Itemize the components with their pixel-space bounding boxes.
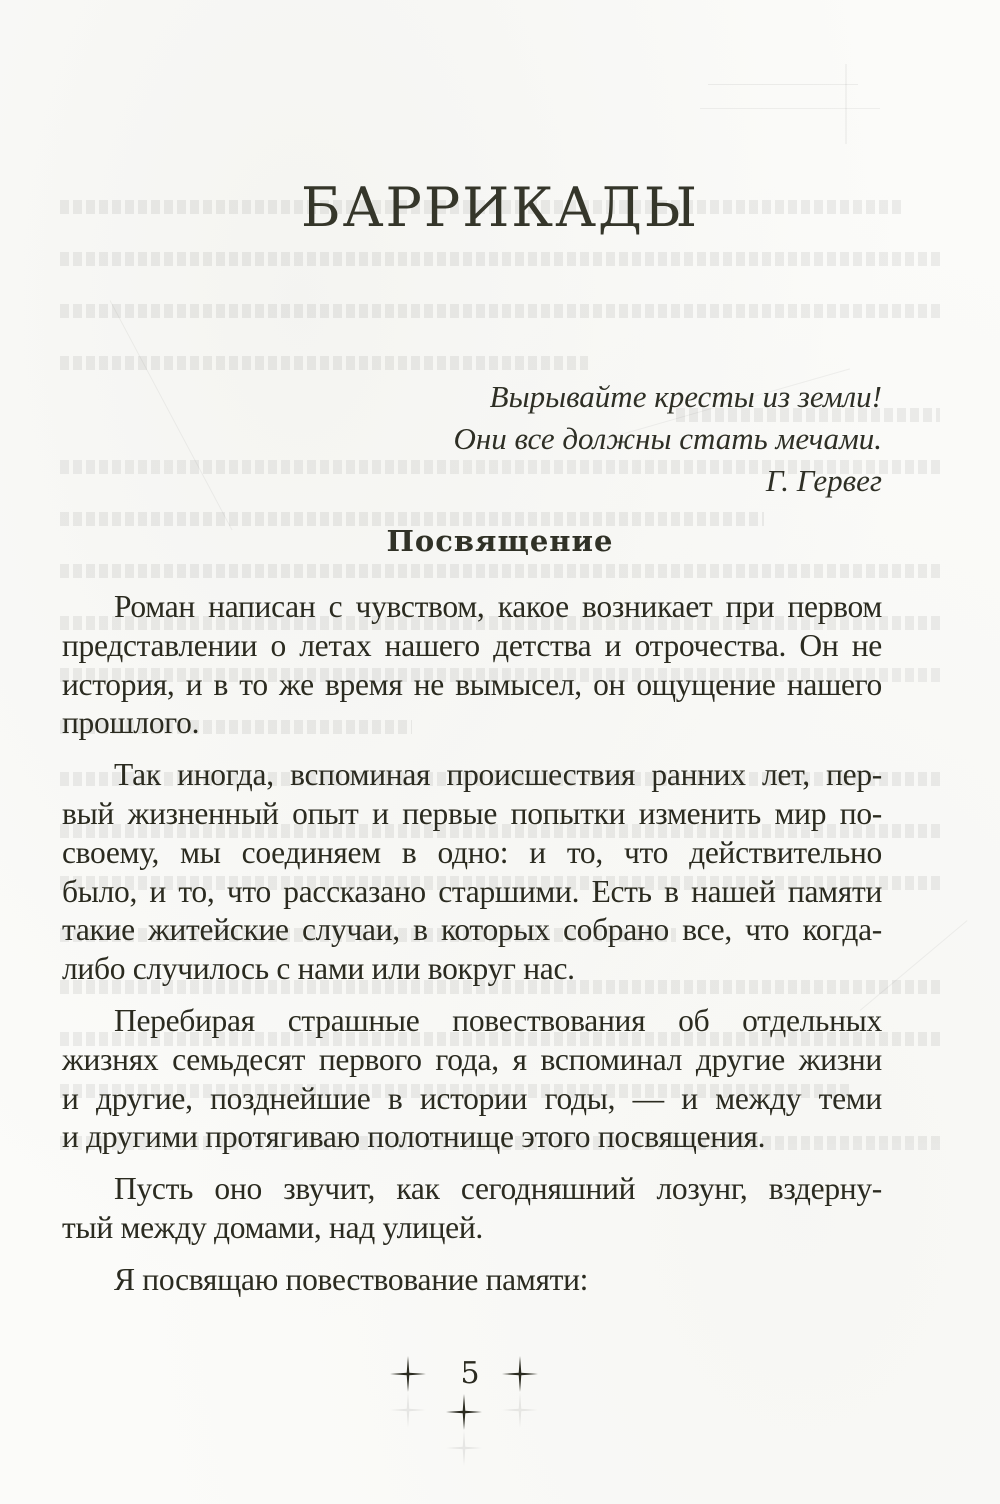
text-line: Перебирая страшные повествования об отдельных xyxy=(114,1002,882,1038)
text-line: Роман написан с чувством, какое возникает при первом xyxy=(114,589,882,624)
paragraph xyxy=(62,588,882,743)
paper-scratch xyxy=(110,300,233,530)
four-point-star-icon xyxy=(446,1394,482,1430)
text-line: Пусть оно звучит, как сегодняшний лозунг, вздерну- xyxy=(114,1171,882,1207)
epigraph xyxy=(453,376,882,502)
dedication-body xyxy=(62,588,882,1313)
text-line: и другие, позднейшие в истории годы, — и между теми xyxy=(62,1080,882,1116)
epigraph-author: Г. Гервег xyxy=(765,463,882,498)
bleed-through-star-icon xyxy=(446,1430,482,1466)
text-line: вый жизненный опыт и первые попытки изменить мир по- xyxy=(62,795,882,831)
bleed-through-star-icon xyxy=(390,1392,426,1428)
text-line: было, и то, что рассказано старшими. Есть в нашей памяти xyxy=(62,873,882,909)
epigraph-line: Вырывайте кресты из земли! xyxy=(489,379,882,414)
text-line: прошлого. xyxy=(62,705,200,741)
text-line: своему, мы соединяем в одно: и то, что действительно xyxy=(62,834,882,870)
text-line: и другими протягиваю полотнище этого посвящения. xyxy=(62,1119,766,1155)
page-number: 5 xyxy=(460,1356,480,1391)
text-line: либо случилось с нами или вокруг нас. xyxy=(62,951,575,987)
paragraph xyxy=(62,1002,882,1157)
paragraph xyxy=(62,756,882,989)
chapter-title: БАРРИКАДЫ xyxy=(300,176,700,239)
bleed-through-star-icon xyxy=(502,1392,538,1428)
paragraph xyxy=(62,1261,882,1300)
paragraph xyxy=(62,1170,882,1248)
bleed-through-cross xyxy=(845,64,847,144)
bleed-through-header-rule xyxy=(700,108,880,109)
bleed-through-running-header xyxy=(708,84,858,85)
epigraph-line: Они все должны стать мечами. xyxy=(453,421,882,456)
four-point-star-icon xyxy=(502,1356,538,1392)
text-line: жизнях семьдесят первого года, я вспоминал другие жизни xyxy=(62,1041,882,1077)
text-line: представлении о летах нашего детства и отрочества. Он не xyxy=(62,627,882,663)
text-line: Так иногда, вспоминая происшествия ранних лет, пер- xyxy=(114,757,882,793)
text-line: история, и в то же время не вымысел, он ощущение нашего xyxy=(62,666,882,702)
page-folio xyxy=(0,1354,1000,1464)
text-line: Я посвящаю повествование памяти: xyxy=(114,1261,589,1297)
four-point-star-icon xyxy=(390,1356,426,1392)
text-line: тый между домами, над улицей. xyxy=(62,1209,483,1245)
text-line: такие житейские случаи, в которых собрано все, что когда- xyxy=(62,912,882,948)
section-title: Посвящение xyxy=(386,524,614,558)
